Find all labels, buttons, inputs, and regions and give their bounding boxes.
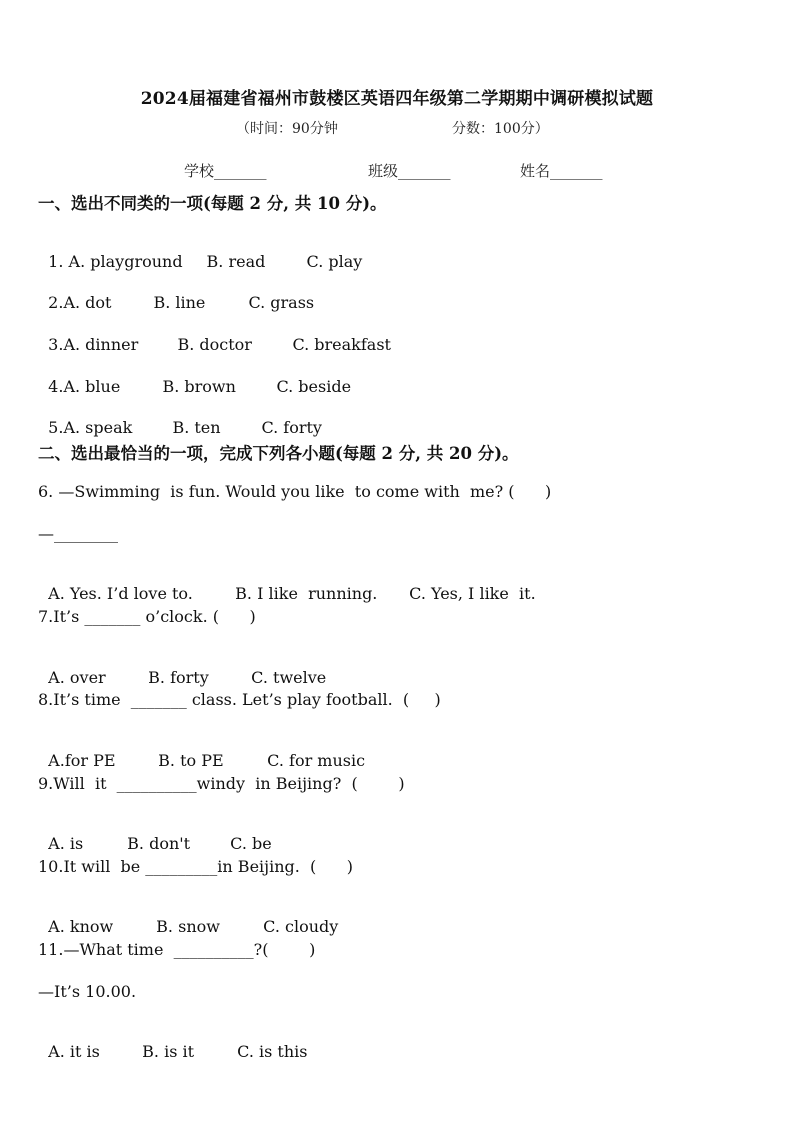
option-c[interactable]: C. breakfast <box>292 335 391 354</box>
option-a[interactable]: A. speak <box>63 418 133 437</box>
option-b[interactable]: B. line <box>153 293 206 312</box>
name-field[interactable]: 姓名_______ <box>520 162 603 180</box>
question-7-stem: 7.It’s _______ o’clock. ( ) <box>38 607 256 626</box>
option-a[interactable]: A. know <box>48 917 114 936</box>
option-b[interactable]: B. read <box>206 252 266 271</box>
exam-time: （时间：90分钟 <box>236 121 338 137</box>
option-c[interactable]: C. beside <box>276 377 352 396</box>
question-number: 3. <box>48 335 64 354</box>
option-c[interactable]: C. grass <box>248 293 315 312</box>
question-9-stem: 9.Will it __________windy in Beijing? ( ) <box>38 774 405 793</box>
class-field[interactable]: 班级_______ <box>368 162 451 180</box>
question-number: 2. <box>48 293 64 312</box>
question-7-options <box>38 649 326 687</box>
option-a[interactable]: A. Yes. I’d love to. <box>48 584 193 603</box>
option-b[interactable]: B. forty <box>148 668 209 687</box>
option-c[interactable]: C. be <box>230 834 272 853</box>
option-c[interactable]: C. for music <box>267 751 366 770</box>
question-8-stem: 8.It’s time _______ class. Let’s play football. ( ) <box>38 690 441 709</box>
question-1 <box>38 233 362 271</box>
option-b[interactable]: B. to PE <box>158 751 224 770</box>
question-10-options <box>38 898 338 936</box>
option-c[interactable]: C. twelve <box>251 668 327 687</box>
option-b[interactable]: B. is it <box>142 1042 195 1061</box>
option-a[interactable]: A. over <box>48 668 106 687</box>
option-a[interactable]: A.for PE <box>48 751 116 770</box>
option-a[interactable]: A. playground <box>68 252 183 271</box>
question-10-stem: 10.It will be _________in Beijing. ( ) <box>38 857 354 876</box>
question-11-options <box>38 1023 308 1061</box>
option-c[interactable]: C. forty <box>261 418 322 437</box>
page-title: 2024届福建省福州市鼓楼区英语四年级第二学期期中调研模拟试题 <box>140 89 654 109</box>
option-a[interactable]: A. dot <box>63 293 112 312</box>
option-c[interactable]: C. Yes, I like it. <box>409 584 536 603</box>
exam-score: 分数：100分） <box>452 121 549 137</box>
question-11-stem: 11.—What time __________?( ) <box>38 940 316 959</box>
option-b[interactable]: B. snow <box>156 917 220 936</box>
option-b[interactable]: B. I like running. <box>235 584 378 603</box>
question-9-options <box>38 815 272 853</box>
question-number: 5. <box>48 418 64 437</box>
option-a[interactable]: A. dinner <box>63 335 139 354</box>
school-field[interactable]: 学校_______ <box>184 162 267 180</box>
question-6-stem: 6. —Swimming is fun. Would you like to come with me? ( ) <box>38 482 552 501</box>
option-b[interactable]: B. don't <box>127 834 191 853</box>
question-6-options <box>38 565 536 603</box>
option-a[interactable]: A. it is <box>48 1042 100 1061</box>
section-2-heading: 二、选出最恰当的一项，完成下列各小题(每题 2 分, 共 20 分)。 <box>38 444 519 463</box>
option-a[interactable]: A. is <box>48 834 84 853</box>
question-4 <box>38 358 351 396</box>
option-c[interactable]: C. is this <box>237 1042 308 1061</box>
option-a[interactable]: A. blue <box>63 377 121 396</box>
question-5 <box>38 399 322 437</box>
section-1-heading: 一、选出不同类的一项(每题 2 分, 共 10 分)。 <box>38 194 387 213</box>
question-11-reply: —It’s 10.00. <box>38 982 137 1001</box>
option-c[interactable]: C. cloudy <box>263 917 339 936</box>
option-b[interactable]: B. doctor <box>177 335 252 354</box>
question-2 <box>38 274 314 312</box>
question-6-reply: —________ <box>38 524 118 543</box>
option-b[interactable]: B. ten <box>172 418 221 437</box>
question-8-options <box>38 732 365 770</box>
question-3 <box>38 316 391 354</box>
option-b[interactable]: B. brown <box>162 377 236 396</box>
question-number: 1. <box>48 252 69 271</box>
option-c[interactable]: C. play <box>306 252 363 271</box>
question-number: 4. <box>48 377 64 396</box>
